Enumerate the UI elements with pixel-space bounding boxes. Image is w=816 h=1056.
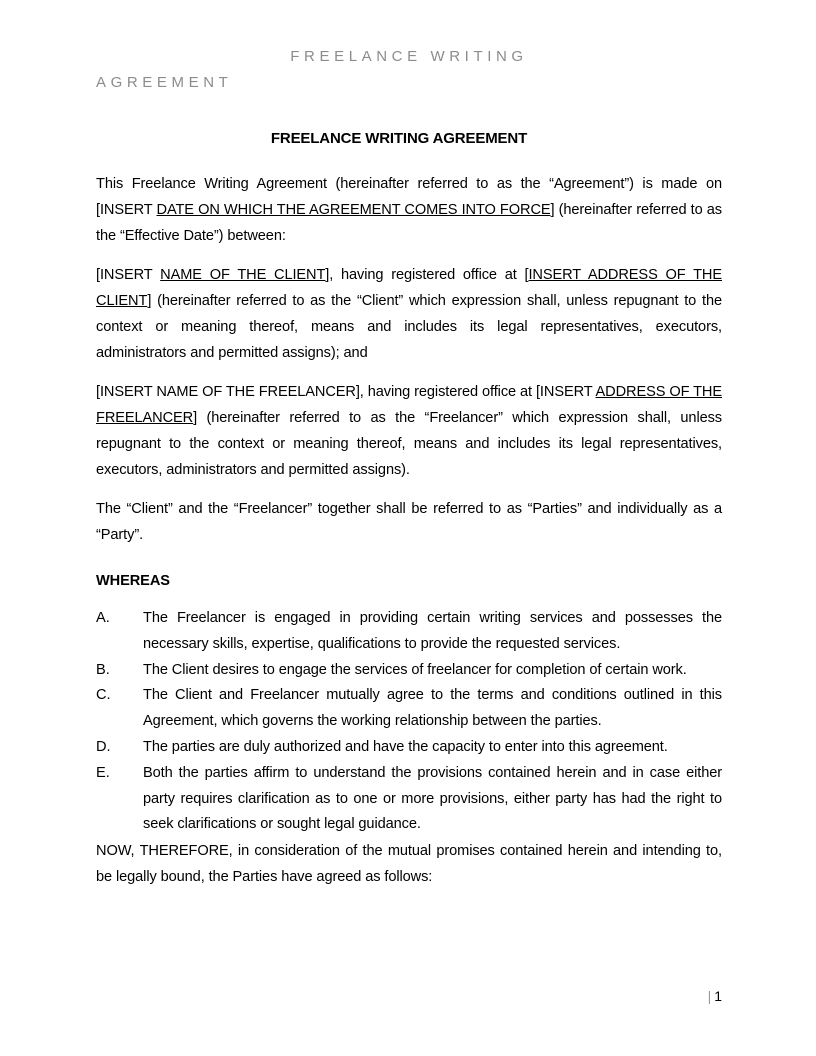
running-header — [96, 44, 722, 96]
paragraph-1-text-b: ] (hereinafter referred to as the “Effective Date”) between: — [96, 202, 722, 244]
paragraph-parties-definition: The “Client” and the “Freelancer” together shall be referred to as “Parties” and individually as a “Party”. — [96, 501, 722, 543]
list-item — [96, 606, 722, 658]
document-body — [96, 130, 722, 890]
list-item-marker: C. — [96, 687, 111, 704]
list-item-text: The Freelancer is engaged in providing certain writing services and possesses the necessary skills, expertise, qualifications to provide the requested services. — [143, 610, 722, 652]
placeholder-client-address: [INSERT ADDRESS OF THE CLIENT — [96, 267, 722, 309]
paragraph-freelancer-details — [96, 379, 722, 483]
page-number: 1 — [714, 988, 722, 1004]
list-item — [96, 735, 722, 761]
paragraph-2-text-c: ] (hereinafter referred to as the “Client” which expression shall, unless repugnant to the context or meaning thereof, means and includes its legal representatives, executors, administrators and permitted assigns); and — [96, 293, 722, 361]
paragraph-2-text-b: , having registered office at — [329, 267, 525, 283]
whereas-heading: WHEREAS — [96, 573, 170, 589]
list-item-marker: E. — [96, 764, 110, 781]
paragraph-3-text-a: [INSERT NAME OF THE FREELANCER], having registered office at [INSERT — [96, 384, 596, 400]
list-item-text: Both the parties affirm to understand the provisions contained herein and in case either party requires clarification as to one or more provisions, either party has had the right to seek clarifications or sought legal guidance. — [143, 764, 722, 833]
placeholder-freelancer-address: ADDRESS OF THE FREELANCER — [96, 384, 723, 426]
page-footer — [96, 988, 722, 1004]
list-item-text: The parties are duly authorized and have the capacity to enter into this agreement. — [143, 738, 668, 755]
list-item-text: The Client desires to engage the services of freelancer for completion of certain work. — [143, 661, 687, 678]
recitals-list — [96, 606, 722, 838]
paragraph-now-therefore: NOW, THEREFORE, in consideration of the mutual promises contained herein and intending to, be legally bound, the Parties have agreed as follows: — [96, 843, 722, 886]
list-item — [96, 761, 722, 838]
list-item-marker: B. — [96, 661, 110, 678]
paragraph-1-text-a: This Freelance Writing Agreement (hereinafter referred to as the “Agreement”) is made on [INSERT — [96, 176, 722, 218]
running-header-line-2: AGREEMENT — [96, 74, 233, 91]
placeholder-client-name: NAME OF THE CLIENT] — [160, 267, 330, 283]
list-item — [96, 683, 722, 735]
list-item — [96, 658, 722, 684]
paragraph-3-text-b: ] (hereinafter referred to as the “Freelancer” which expression shall, unless repugnant to the context or meaning thereof, means and includes its legal representatives, executors, administrators and permitted assigns). — [96, 410, 722, 478]
running-header-line-1: FREELANCE WRITING — [290, 48, 528, 65]
paragraph-recitals-intro — [96, 171, 722, 249]
footer-separator: | — [707, 988, 712, 1004]
paragraph-client-details — [96, 262, 722, 366]
document-title: FREELANCE WRITING AGREEMENT — [270, 130, 528, 147]
list-item-marker: D. — [96, 738, 111, 755]
paragraph-2-text-a: [INSERT — [96, 267, 161, 283]
list-item-marker: A. — [96, 610, 110, 626]
placeholder-effective-date: DATE ON WHICH THE AGREEMENT COMES INTO FORCE — [156, 202, 551, 218]
list-item-text: The Client and Freelancer mutually agree to the terms and conditions outlined in this Agreement, which governs the working relationship between the parties. — [143, 687, 722, 730]
